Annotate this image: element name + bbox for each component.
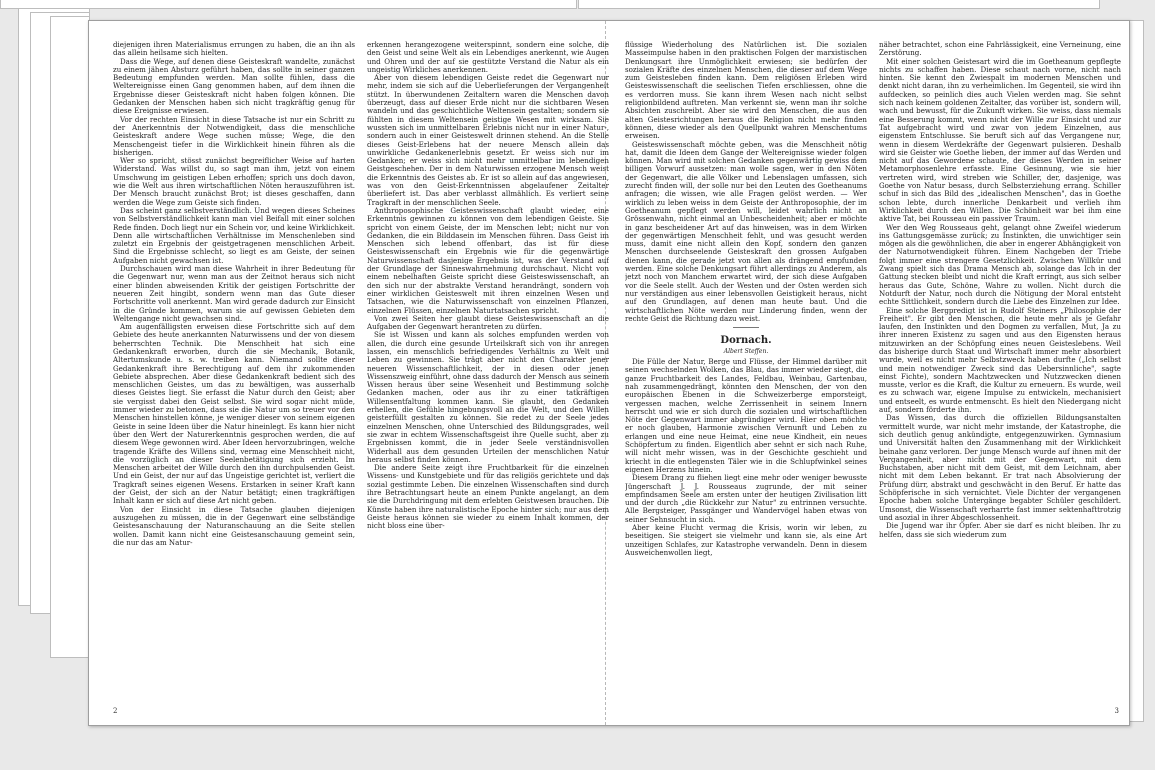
paragraph: Die andere Seite zeigt ihre Fruchtbarkeit für die einzelnen Wissens- und Kunstgebiete und für das religiös gerichtete und das sozial gestimmte Leben. Die einzelnen Wissenschaften sind durch ihre Betrachtungsart heute an einem Punkte angelangt, an dem sie die Durchdringung mit dem erlebten Geistwesen brauchen. Die Künste haben ihre naturalistische Epoche hinter sich; nur aus dem Geiste heraus können sie wieder zu einem Inhalt kommen, der nicht bloss eine über- (367, 463, 609, 531)
paragraph: Wer so spricht, stösst zunächst begreiflicher Weise auf harten Widerstand. Was willst du, so sagt man ihm, jetzt von einem Umschwung im geistigen Leben erhoffen; sprich uns doch davon, wie die Welt aus ihren wirtschaftlichen Nöten herauszuführen ist. Der Mensch braucht zunächst Brot; ist dieses geschaffen, dann werden die Wege zum Geiste sich finden. (113, 156, 355, 207)
paragraph: Dass die Wege, auf denen diese Geisteskraft wandelte, zunächst zu einem jähen Absturz geführt haben, das sollte in seiner ganzen Bedeutung empfunden werden. Man sollte fühlen, dass die Weltereignisse einen Gang genommen haben, auf dem ihnen die Ergebnisse dieser Geisteskraft nicht haben folgen können. Die Gedanken der Menschen haben sich nicht tragkräftig genug für diese Ereignisse erwiesen. (113, 56, 355, 116)
column-2 (367, 41, 609, 691)
paragraph: Die Jugend war ihr Opfer. Aber sie darf es nicht bleiben. Ihr zu helfen, dass sie sich wiederum zum (879, 521, 1121, 539)
paragraph: Aber von diesem lebendigen Geiste redet die Gegenwart nur mehr, indem sie sich auf die Ueberlieferungen der Vergangenheit stützt. In überwundenen Zeitaltern waren die Menschen davon überzeugt, dass auf dieser Erde nicht nur die sichtbaren Wesen wandeln und das geschichtliche Weltensein gestalten; sondern sie fühlten in diesem Weltensein geistige Wesen mit wirksam. Sie wussten sich im unmittelbaren Erlebnis nicht nur in einer Natur-, sondern auch in einer Geisteswelt drinnen stehend. An die Stelle dieses Geist-Erlebens hat der neuere Mensch allein das unwirkliche Gedankenerlebnis gesetzt. Er weiss sich nur im Gedanken; er weiss sich nicht mehr unmittelbar im lebendigen Geistgeschehen. Der in dem Naturwissen erzogene Mensch weist die Erkenntnis des Geistes ab. Er ist so allein auf das angewiesen, was von den Geist-Erkenntnissen abgelaufener Zeitalter überliefert ist. Das aber verblasst allmählich. Es verliert seine Tragkraft in der menschlichen Seele. (367, 73, 609, 207)
paragraph: diejenigen ihren Materialismus errungen zu haben, die an ihn als das allein heilsame sich hielten. (113, 41, 355, 58)
column-3-body (625, 41, 867, 323)
paragraph: Die Fülle der Natur, Berge und Flüsse, der Himmel darüber mit seinen wechselnden Wolken, das Blau, das immer wieder siegt, die ganze Fruchtbarkeit des Landes, Feldbau, Weinbau, Gartenbau, nah zusammengedrängt, könnten den Menschen, der von den europäischen Ebenen in die Schweizerberge emporsteigt, vergessen machen, welche Zerrissenheit in seinem Innern herrscht und wie er sich durch die sozialen und wirtschaftlichen Nöte der Gegenwart immer abgründiger wird. Hier oben möchte er noch glauben, Harmonie zwischen Vernunft und Leben zu erlangen und eine neue Heimat, eine neue Kindheit, ein neues Schöpfertum zu finden. Eigentlich aber sehnt er sich nach Ruhe, will nicht mehr wissen, was in der Geschichte geschieht und kriecht in die entlegensten Täler wie in die Schlupfwinkel seines eigenen Herzens hinein. (625, 357, 867, 474)
article-body (625, 358, 867, 557)
article-title: Dornach. (720, 335, 772, 347)
back-page-left-3 (50, 16, 90, 658)
paragraph: Geisteswissenschaft möchte geben, was die Menschheit nötig hat, damit die Ideen dem Gange der Weltereignisse wieder folgen können. Man wird mit solchen Gedanken gegenwärtig gewiss dem billigen Vorwurf aussetzen: man wolle sagen, wer in den Nöten der Gegenwart, die alle Völker und Lebenslagen umfassen, sich zurecht finden will, der solle nur bei den Leuten des Goetheanums anfragen; die wissen, wie alle Fragen gelöst werden. — Wer wirklich zu leben weiss in dem Geiste der Anthroposophie, der im Goetheanum gepflegt werden will, leidet wahrlich nicht an Grössenwahn, nicht einmal an Unbescheidenheit; aber er möchte in ganz bescheidener Art auf das hinweisen, was in dem Wirken der gegenwärtigen Menschheit fehlt, und was gesucht werden muss, damit eine nicht allein den Kopf, sondern den ganzen Menschen durchseelende Geisteskraft den grossen Aufgaben dienen kann, die gerade jetzt von allen als drängend empfunden werden. Eine solche Denkungsart führt allerdings zu Anderem, als jetzt noch von Manchem erwartet wird, der sich diese Aufgaben vor die Seele stellt. Auch der Westen und der Osten werden sich nur verständigen aus einer lebensvollen Geistigkeit heraus, nicht auf den Grundlagen, auf denen man heute baut. Und die wirtschaftlichen Nöte werden nur Linderung finden, wenn der rechte Geist die Richtung dazu weist. (625, 139, 867, 323)
paragraph: Anthroposophische Geisteswissenschaft glaubt wieder, eine Erkenntnis gewinnen zu können von dem lebendigen Geiste. Sie spricht von einem Geiste, der im Menschen lebt; nicht nur von Gedanken, die ein Bilddasein im Menschen führen. Dass Geist im Menschen sich lebend offenbart, das ist für diese Geisteswissenschaft ein Ergebnis wie für die gegenwärtige Naturwissenschaft dasjenige Ergebnis ist, was der Verstand auf der Grundlage der Sinneswahrnehmung durchschaut. Nicht von einem nebelhaften Geiste spricht diese Geisteswissenschaft, an den sich nur der abstrakte Verstand herandrängt, sondern von einer wirklichen Geisteswelt mit ihren einzelnen Wesen und Tatsachen, wie die Naturwissenschaft von einzelnen Pflanzen, einzelnen Flüssen, einzelnen Naturtatsachen spricht. (367, 205, 609, 315)
paragraph: Mit einer solchen Geistesart wird die im Goetheanum gepflegte nichts zu schaffen haben. Diese schaut nach vorne, nicht nach hinten. Sie kennt den Zwiespalt im modernen Menschen und denkt nicht daran, ihn zu verheimlichen. Im Gegenteil, sie wird ihn aufdecken, so peinlich dies auch Vielen werden mag. Sie sehnt sich nach keinem goldenen Zeitalter, das vorüber ist, sondern will, wach und bewusst, für die Zukunft wirken. Sie weiss, dass niemals eine Besserung kommt, wenn nicht der Wille zur Einsicht und zur Tat aufgebracht wird und zwar von jedem Einzelnen, aus eigenstem Entschlusse. Sie beruft sich auf das Vergangene nur, wenn in diesem Werdekräfte der Gegenwart pulsieren. Deshalb wird sie Geister wie Goethe lieben, der immer auf das Werden und nicht auf das Gewordene schaute, der dieses Werden in seiner Metamorphosenlehre erfasste. Eine Gesinnung, wie sie hier vertreten wird, wird streben wie Schiller, der, dasjenige, was Goethe von Natur besass, durch Selbsterziehung errang. Schiller schuf in sich das Bild des „idealischen Menschen", das in Goethe schon lebte, durch innerliche Denkarbeit und verlieh ihm Wirklichkeit durch den Willen. Die Schönheit war bei ihm eine aktive Tat, bei Rousseau ein passiver Traum. (879, 56, 1121, 224)
paragraph: Vor der rechten Einsicht in diese Tatsache ist nur ein Schritt zu der Anerkenntnis der Notwendigkeit, dass die menschliche Geisteskraft andere Wege suchen müsse; Wege, die den Menschengeist tiefer in die Wirklichkeit hinein führen als die bisherigen. (113, 114, 355, 157)
column-3 (625, 41, 867, 691)
article-author: Albert Steffen. (723, 348, 769, 356)
paragraph: erkennen herangezogene weiterspinnt, sondern eine solche, die den Geist und seine Welt als ein Lebendiges anerkennt, wie Augen und Ohren und der auf sie gestützte Verstand die Natur als ein ungeistig Wirkliches anerkennen. (367, 41, 609, 74)
paragraph: Aber keine Flucht vermag die Krisis, worin wir leben, zu beseitigen. Sie steigert sie vielmehr und kann sie, als eine Art unzeitigen Schlafes, zur Katastrophe verwandeln. Denn in diesem Ausweichenwollen liegt, (625, 523, 867, 557)
section-divider (733, 327, 759, 328)
document-spread (88, 20, 1130, 726)
paragraph: Das scheint ganz selbstverständlich. Und wegen dieses Scheines von Selbstverständlichkeit kann man viel Beifall mit einer solchen Rede finden. Doch liegt nur ein Schein vor, und keine Wirklichkeit. Denn alle wirtschaftlichen Verhältnisse im Menschenleben sind zuletzt ein Ergebnis der geistgetragenen menschlichen Arbeit. Sind die Ergebnisse schlecht, so liegt es am Geiste, der seinen Aufgaben nicht gewachsen ist. (113, 205, 355, 265)
paragraph: Von der Einsicht in diese Tatsache glauben diejenigen auszugehen zu müssen, die in der Gegenwart eine selbständige Geistesanschauung der Naturanschauung an die Seite stellen wollen. Damit kann nicht eine Geistesanschauung gemeint sein, die nur das am Natur- (113, 504, 355, 547)
paragraph: Diesem Drang zu fliehen liegt eine mehr oder weniger bewusste Jüngerschaft J. J. Rousseaus zugrunde, der mit seiner empfindsamen Seele am ersten unter der heutigen Zivilisation litt und der durch „die Rückkehr zur Natur" zu entrinnen versuchte. Alle Bergsteiger, Passgänger und Wandervögel haben etwas von seiner Sehnsucht in sich. (625, 473, 867, 524)
paragraph: Sie ist Wissen und kann als solches empfunden werden von allen, die durch eine gesunde Urteilskraft sich von ihr anregen lassen, ein menschlich befriedigendes Verhältnis zu Welt und Leben zu gewinnen. Sie trägt aber nicht den Charakter jener neueren Wissenschaftlichkeit, der in diesen oder jenen Wissenszweig einführt, ohne dass dadurch der Mensch aus seinem Wissen heraus über seine Wesenheit und Bestimmung solche Gedanken machen, oder aus ihr zu einer tatkräftigen Willensentfaltung kommen kann. Sie glaubt, den Gedanken erhellen, die Gefühle hingebungsvoll an die Welt, und den Willen geisterfüllt gestalten zu können. Sie redet zu der Seele jedes einzelnen Menschen, ohne Unterschied des Bildungsgrades, weil sie zwar in echtem Wissenschaftsgeist ihre Quelle sucht, aber zu Ergebnissen kommt, die in jeder Seele verständnisvollen Widerhall aus dem gesunden Urteilen der menschlichen Natur heraus selbst finden können. (367, 330, 609, 464)
paragraph: Von zwei Seiten her glaubt diese Geisteswissenschaft an die Aufgaben der Gegenwart herantreten zu dürfen. (367, 313, 609, 332)
paragraph: Durchschauen wird man diese Wahrheit in ihrer Bedeutung für die Gegenwart nur, wenn man aus der Zeitnot heraus sich nicht einer blinden abweisenden Kritik der geistigen Fortschritte der neueren Zeit hingibt, sondern wenn man das Gute dieser Fortschritte voll anerkennt. Man wird gerade dadurch zur Einsicht in die Gründe kommen, warum sie auf gewissen Gebieten dem Weltengange nicht gewachsen sind. (113, 264, 355, 323)
back-page-top-right (578, 0, 1100, 9)
paragraph: Das Wissen, das durch die offiziellen Bildungsanstalten vermittelt wurde, war nicht mehr imstande, der Katastrophe, die sich deutlich genug ankündigte, entgegenzuwirken. Gymnasium und Universität halten den Zusammenhang mit der Wirklichkeit beinahe ganz verloren. Der junge Mensch wurde auf ihnen mit der Vergangenheit, aber nicht mit der Gegenwart, mit dem Buchstaben, aber nicht mit dem Geist, mit dem Leichnam, aber nicht mit dem Leben bekannt. Er trat nach Absolvierung der Prüfung dürr, abstrakt und geschwächt in den Beruf. Er hatte das Schöpferische in sich vernichtet. Viele Dichter der vergangenen Epoche haben solche Untergänge begabter Schüler geschildert. Umsonst, die Wissenschaft verharrte fast immer sektenhafttrotzig und asozial in ihrer Abgeschlossenheit. (879, 413, 1121, 522)
paragraph: Eine solche Bergpredigt ist in Rudolf Steiners „Philosophie der Freiheit". Er gibt den Menschen, die heute mehr als je Gefahr laufen, den Instinkten und den Dogmen zu verfallen, Mut, Ja zu ihrer inneren Existenz zu sagen und aus den Eigensten heraus mitzuwirken an der Schöpfung eines neuen Geisteslebens. Weil das bisherige durch Staat und Wirtschaft immer mehr absorbiert wurde, weil es nicht mehr Selbstzweck haben durfte („Ich selbst und mein notwendiger Zweck sind das Uebersinnliche", sagte einst Fichte), sondern Machtzwecken und Nutzzwecken dienen musste, verlor es die Kraft, die Kultur zu erneuern. Es wurde, weil es zu schwach war, eigene Impulse zu entwickeln, mechanisiert und entseelt, es wurde entmenscht. Es hielt den Niedergang nicht auf, sondern förderte ihn. (879, 305, 1121, 415)
paragraph: flüssige Wiederholung des Natürlichen ist. Die sozialen Masseimpulse haben in den praktischen Folgen der marxistischen Denkungsart ihre Unmöglichkeit erwiesen; sie bedürfen der sozialen Kräfte des einzelnen Menschen, die dieser auf dem Wege zum Geistesleben finden kann. Dem religiösen Erleben wird Geisteswissenschaft die seelischen Tiefen erschliessen, ohne die es verdorren muss. Sie kann ihrem Wesen nach nicht selbst religionbildend auftreten. Man verkennt sie, wenn man ihr solche Absichten zuschreibt. Aber sie wird den Menschen, die aus den alten Geistesrichtungen heraus die Religion nicht mehr finden können, diese wieder als den Quellpunkt wahren Menschentums erweisen. (625, 41, 867, 141)
column-4 (879, 41, 1121, 691)
back-page-right (1128, 20, 1144, 722)
page-number-left: 2 (113, 707, 118, 715)
column-1 (113, 41, 355, 691)
paragraph: Am augenfälligsten erweisen diese Fortschritte sich auf dem Gebiete des heute anerkannten Naturwissens und der von diesem beherrschten Technik. Die Menschheit hat sich eine Gedankenkraft erworben, durch die sie Mechanik, Botanik, Altertumskunde u. s. w. treiben kann. Niemand sollte dieser Gedankenkraft ihre Berechtigung auf dem ihr zukommenden Gebiete absprechen. Aber diese Gedankenkraft bedient sich des menschlichen Geistes, um das zu bewältigen, was ausserhalb dieses Geistes liegt. Sie erfasst die Natur durch den Geist; aber sie vergisst dabei den Geist selbst. Sie wird sogar nicht müde, immer wieder zu betonen, dass sie die Natur um so treuer vor den Menschen hinstellen könne, je weniger dieser von seinem eigenen Geiste in seine Ideen über die Natur hineinlegt. Es kann hier nicht über den Wert der Naturerkenntnis gesprochen werden, die auf diesem Wege gewonnen wird. Aber Ideen hervorzubringen, welche tragende Kräfte des Willens sind, vermag eine Menschheit nicht, die vorzüglich an dieser Seelenbetätigung sich erzieht. Im Menschen arbeitet der Wille durch den ihn durchpulsenden Geist. Und ein Geist, der nur auf das Ungeistige gerichtet ist, verliert die Tragkraft seines eigenen Wesens. Erstarken in seiner Kraft kann der Geist, der sich an der Natur betätigt; einen tragkräftigen Inhalt kann er sich auf diese Art nicht geben. (113, 322, 355, 506)
page-number-right: 3 (1114, 707, 1119, 715)
paragraph: näher betrachtet, schon eine Fahrlässigkeit, eine Verneinung, eine Zerstörung. (879, 41, 1121, 58)
paragraph: Wer den Weg Rousseaus geht, gelangt ohne Zweifel wiederum ins Gattungsgemässe zurück; zu Instinkten, die unwichtiger sein mögen als die gewöhnlichen, die aber in engerer Abhängigkeit von der Naturnotwendigkeit führen. Einem Nachgeben der Triebe folgt immer eine strengere Gesetzlichkeit. Zwischen Willkür und Zwang spielt sich das Drama Mensch ab, solange das Ich in der Gattung stecken bleibt und nicht die Kraft erringt, aus sich selber heraus das Gute, Schöne, Wahre zu wollen. Nicht durch die Notdurft der Natur, noch durch die Nötigung der Moral entsteht echte Sittlichkeit, sondern durch die Liebe des Einzelnen zur Idee. (879, 222, 1121, 307)
